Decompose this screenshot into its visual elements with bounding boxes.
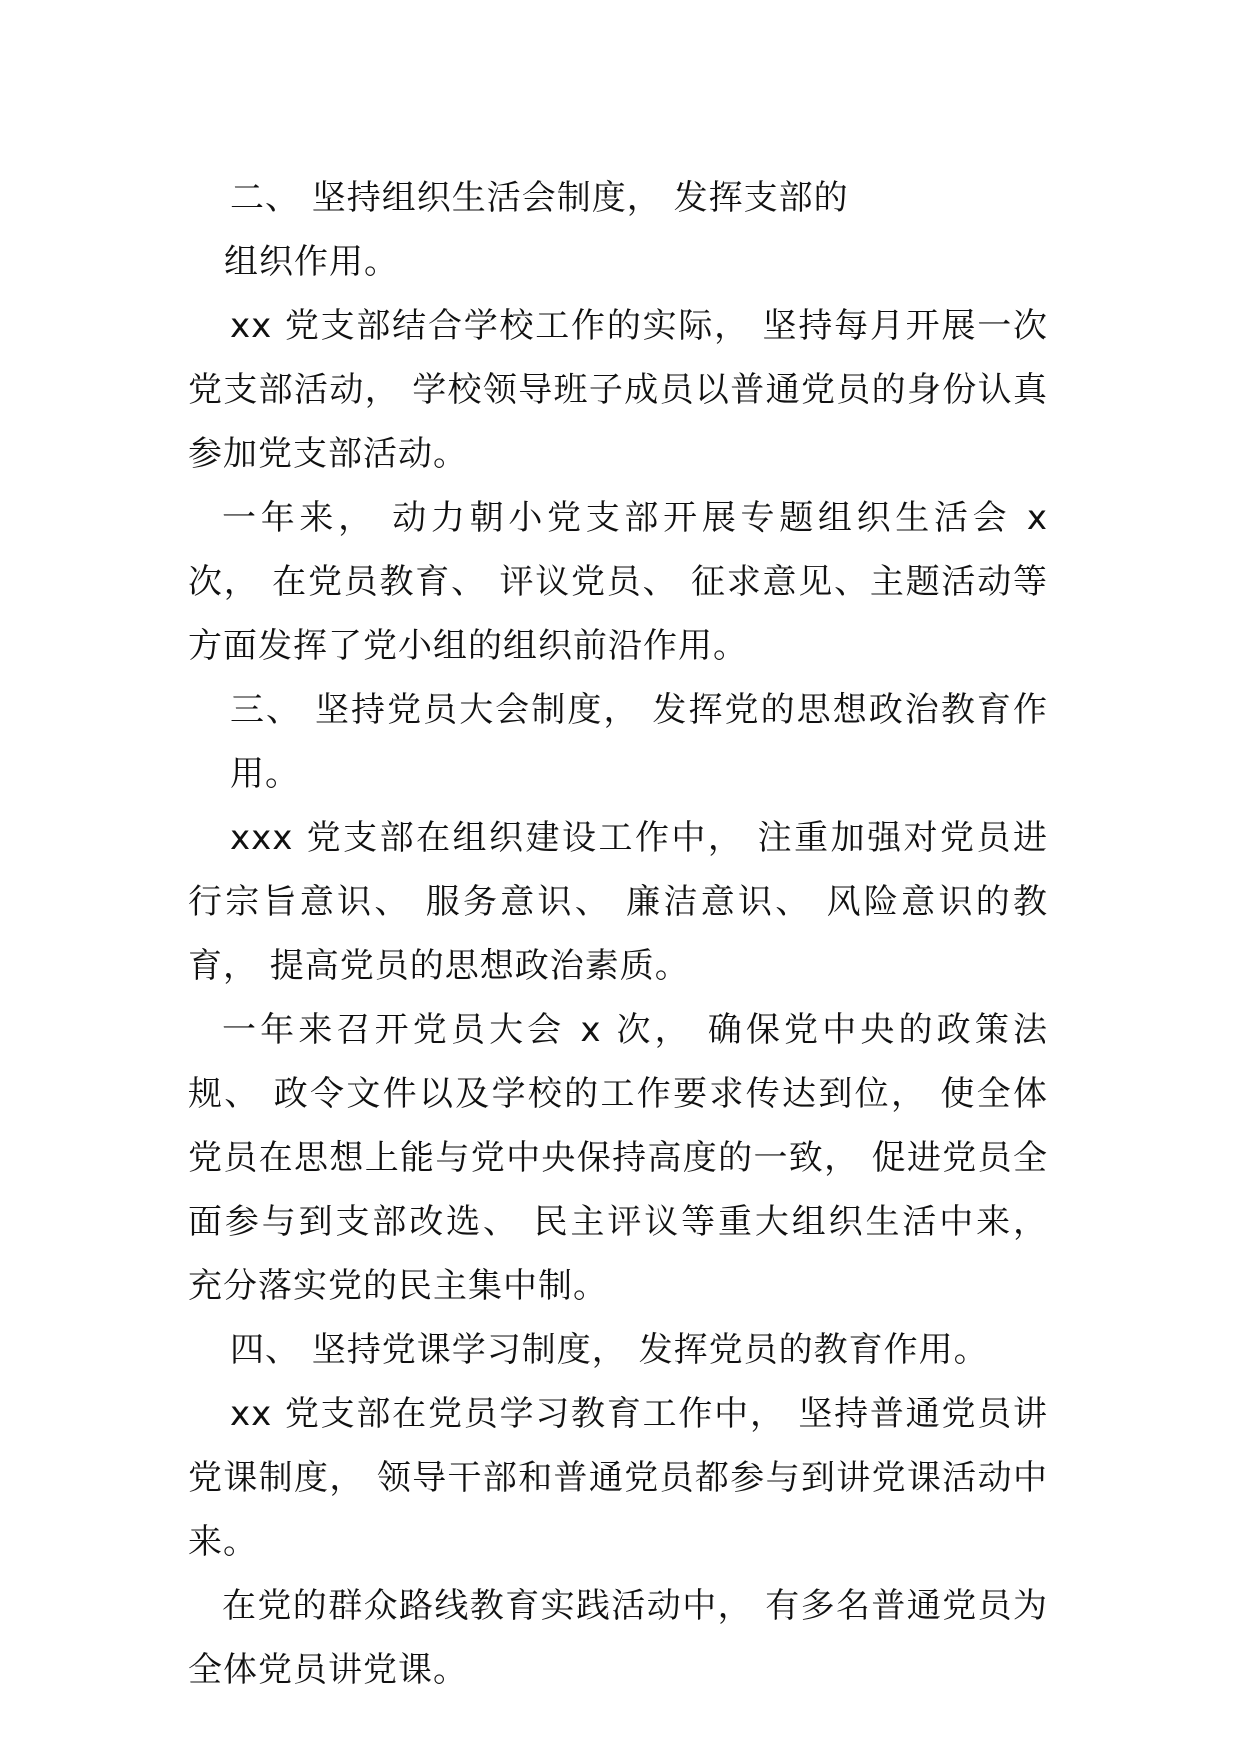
body-paragraph: 在党的群众路线教育实践活动中， 有多名普通党员为全体党员讲党课。 [188,1586,1048,1690]
body-paragraph: xxx 党支部在组织建设工作中， 注重加强对党员进行宗旨意识、 服务意识、 廉洁意识、 风险意识的教育， 提高党员的思想政治素质。 [188,818,1048,986]
document-body [188,166,1048,1702]
body-paragraph: 一年来召开党员大会 x 次， 确保党中央的政策法规、 政令文件以及学校的工作要求传达到位， 使全体党员在思想上能与党中央保持高度的一致， 促进党员全面参与到支部改选、 民主评议等重大组织生活中来， 充分落实党的民主集中制。 [188,1010,1048,1306]
body-paragraph: xx 党支部结合学校工作的实际， 坚持每月开展一次党支部活动， 学校领导班子成员以普通党员的身份认真参加党支部活动。 [188,306,1048,474]
section-heading-2: 二、 坚持组织生活会制度， 发挥支部的 [230,178,849,218]
section-heading-3: 三、 坚持党员大会制度， 发挥党的思想政治教育作用。 [230,690,1048,794]
section-heading-2-continued: 组织作用。 [224,242,399,282]
body-paragraph: 一年来， 动力朝小党支部开展专题组织生活会 x 次， 在党员教育、 评议党员、 征求意见、主题活动等方面发挥了党小组的组织前沿作用。 [188,498,1048,666]
body-paragraph: xx 党支部在党员学习教育工作中， 坚持普通党员讲党课制度， 领导干部和普通党员都参与到讲党课活动中来。 [188,1394,1048,1562]
section-heading-4: 四、 坚持党课学习制度， 发挥党员的教育作用。 [230,1330,989,1370]
